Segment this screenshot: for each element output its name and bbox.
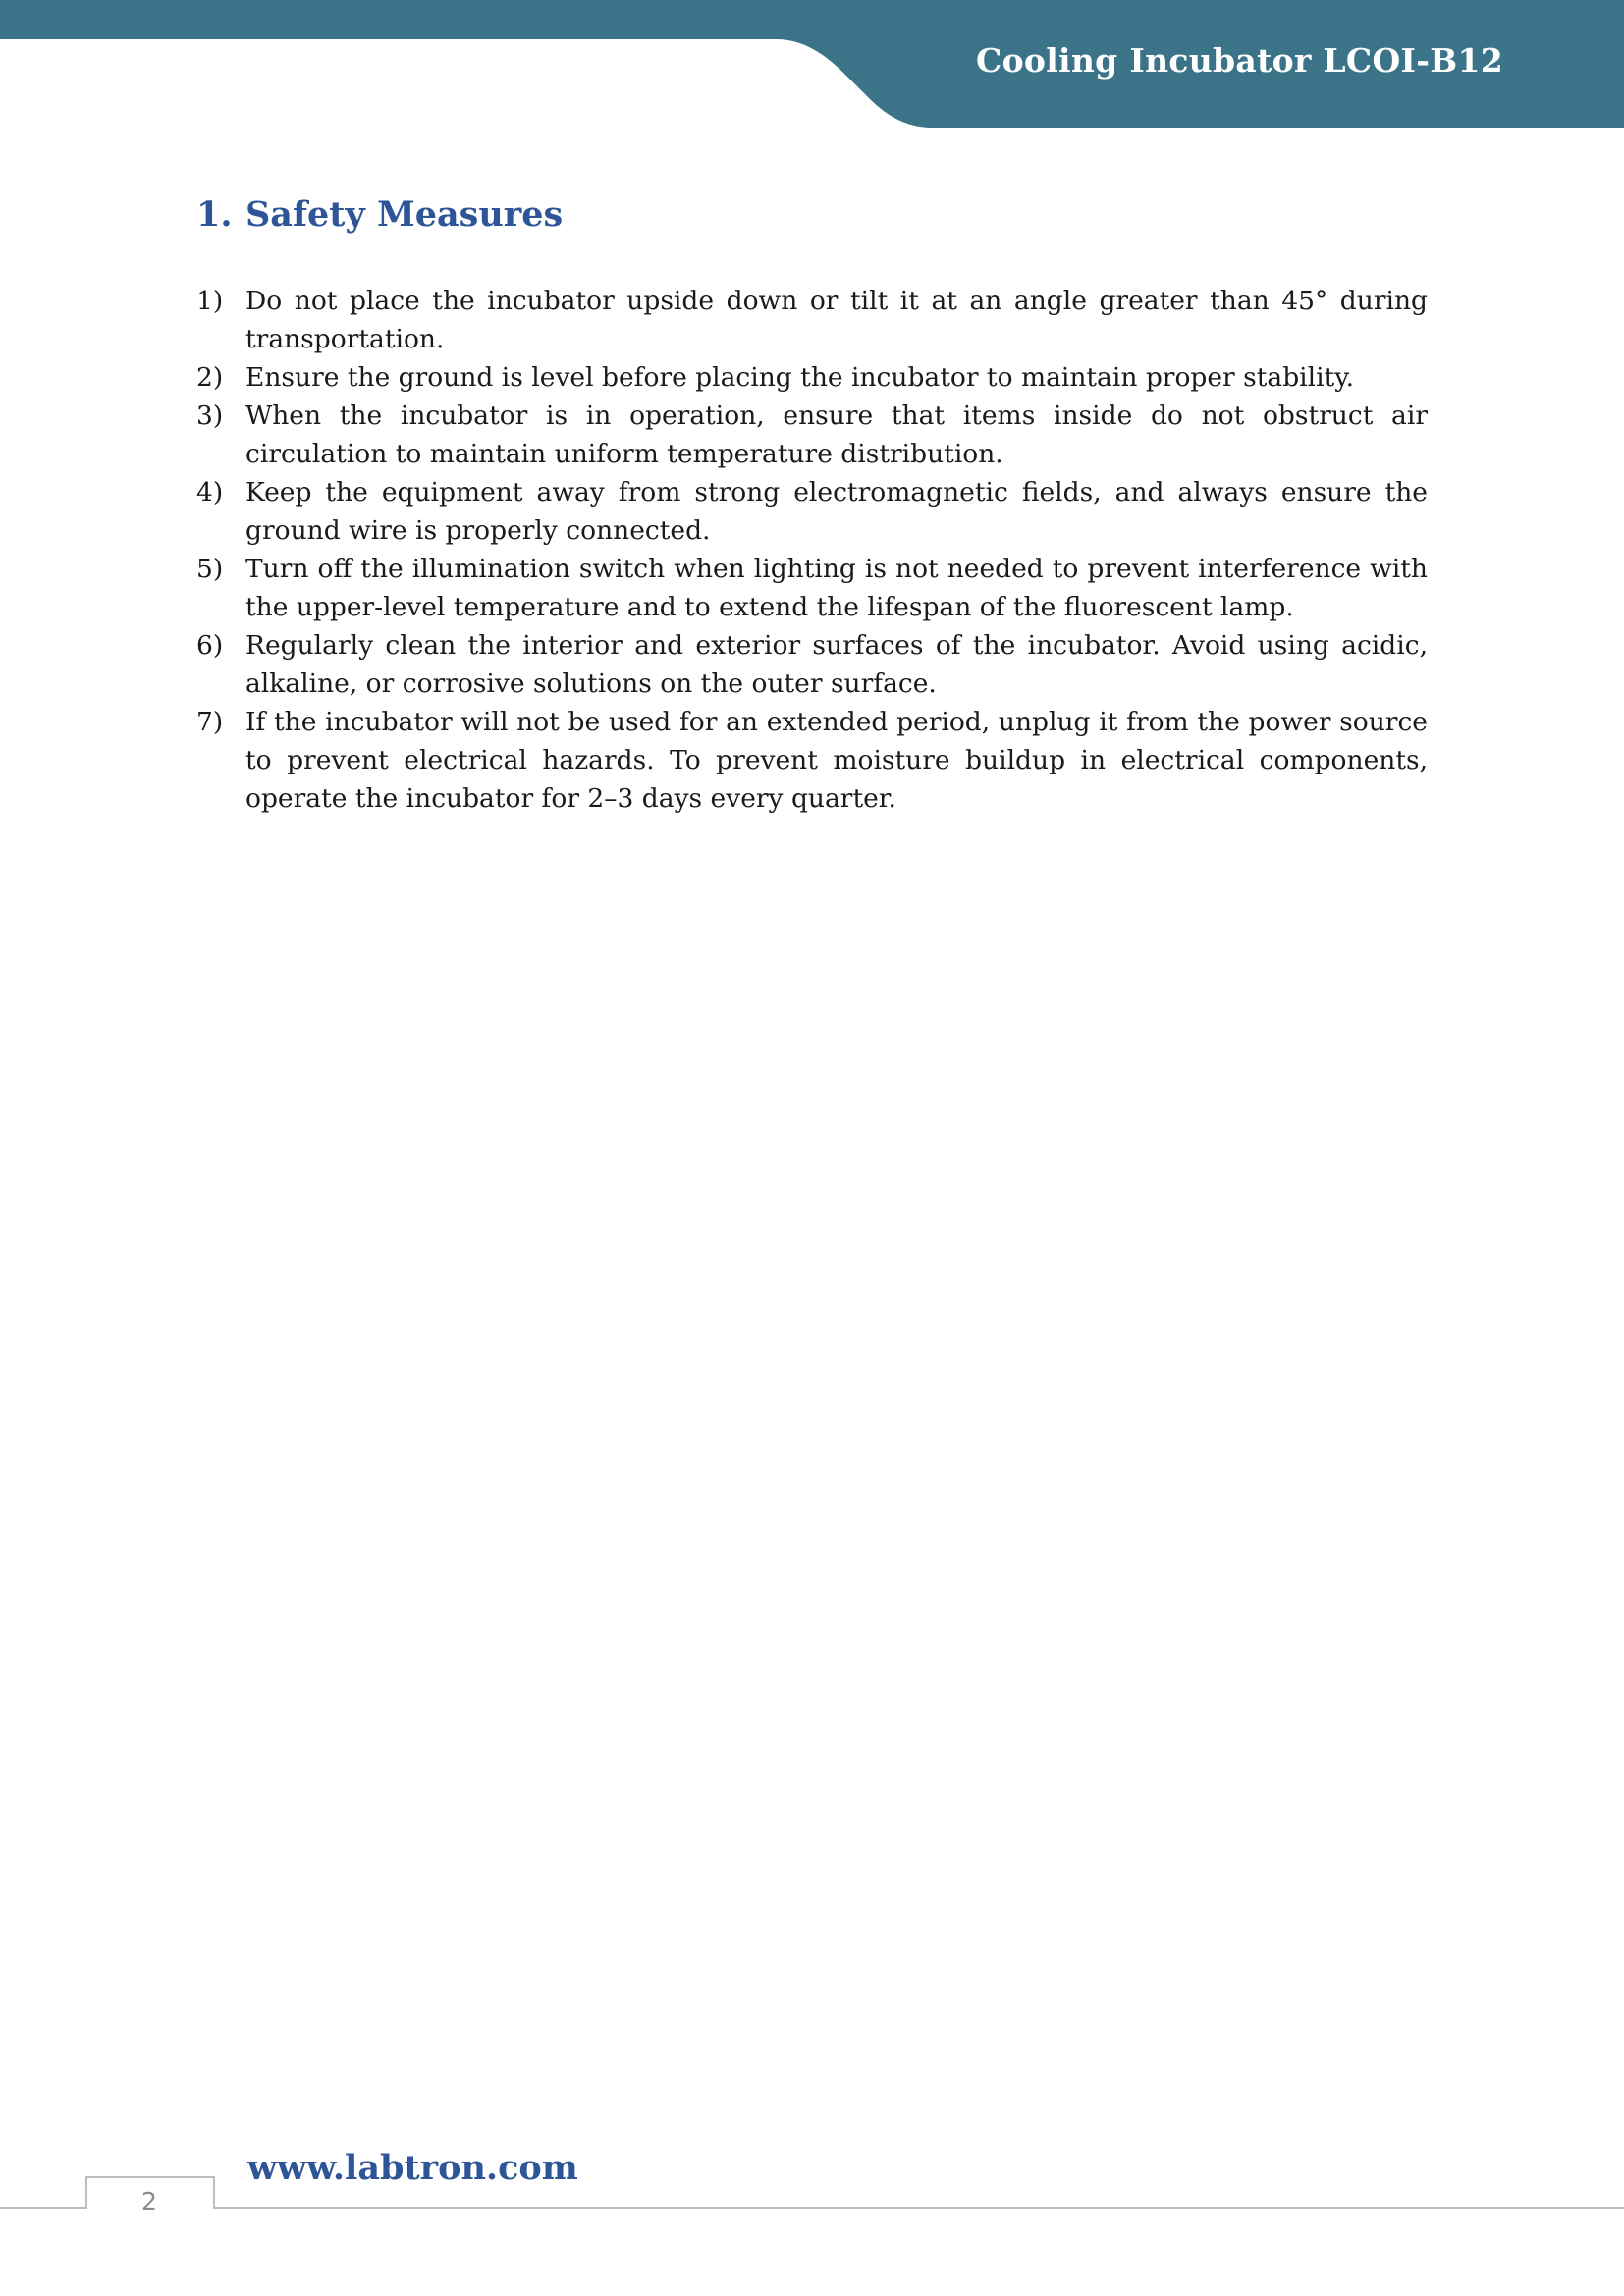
list-marker: 6) [196,630,224,661]
list-marker: 4) [196,477,224,507]
list-item-text: Turn off the illumination switch when lighting is not needed to prevent interference with the upper-level temperature and to extend the lifespan of the fluorescent lamp. [245,554,1428,622]
footer-website-link[interactable]: www.labtron.com [247,2148,578,2188]
footer-page-tab [0,2177,1624,2208]
list-marker: 3) [196,400,224,431]
list-item [196,358,1428,397]
footer-rule [0,2175,1624,2215]
section-number: 1. [196,194,233,235]
list-item [196,626,1428,703]
list-item-text: Do not place the incubator upside down or tilt it at an angle greater than 45° during transportation. [245,286,1428,354]
section-title: Safety Measures [245,194,564,235]
list-item [196,703,1428,818]
list-item-text: When the incubator is in operation, ensure that items inside do not obstruct air circulation to maintain uniform temperature distribution. [245,400,1428,469]
list-item [196,282,1428,358]
list-item [196,397,1428,473]
page-number: 2 [141,2187,157,2216]
list-marker: 2) [196,362,224,393]
list-item-text: Keep the equipment away from strong electromagnetic fields, and always ensure the ground wire is properly connected. [245,477,1428,546]
section-heading [196,194,563,235]
list-marker: 5) [196,554,224,584]
list-item-text: Regularly clean the interior and exterior surfaces of the incubator. Avoid using acidic, alkaline, or corrosive solutions on the outer surface. [245,630,1428,699]
list-item [196,550,1428,626]
list-marker: 7) [196,707,224,737]
document-title: Cooling Incubator LCOI-B12 [976,41,1503,80]
list-item [196,473,1428,550]
list-item-text: If the incubator will not be used for an extended period, unplug it from the power source to prevent electrical hazards. To prevent moisture buildup in electrical components, operate the incubator for 2–3 days every quarter. [245,707,1428,814]
list-marker: 1) [196,286,224,316]
safety-measures-list [196,282,1428,818]
list-item-text: Ensure the ground is level before placing the incubator to maintain proper stability. [245,362,1355,393]
